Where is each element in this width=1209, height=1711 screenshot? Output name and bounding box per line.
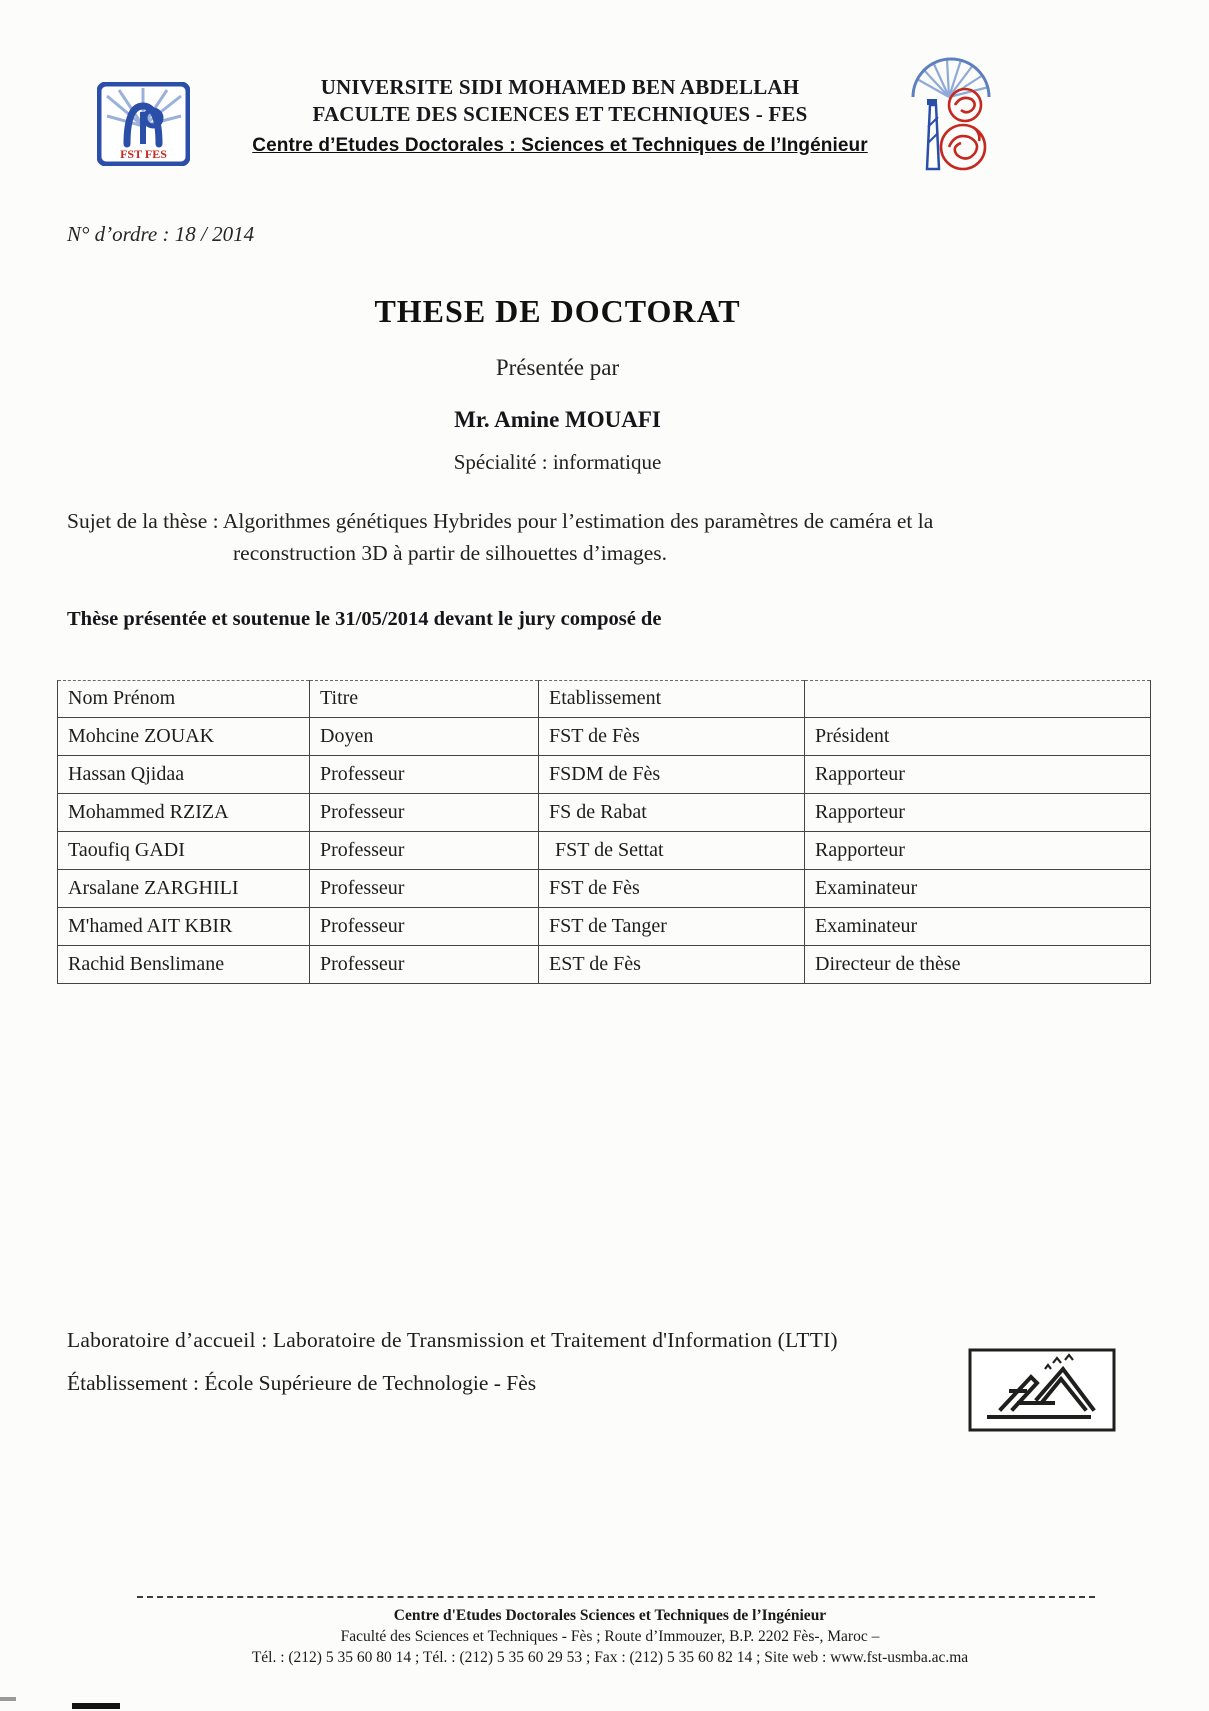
table-cell: Examinateur	[805, 908, 1151, 946]
table-cell: Rapporteur	[805, 832, 1151, 870]
table-cell: Professeur	[310, 832, 539, 870]
host-laboratory-line: Laboratoire d’accueil : Laboratoire de Transmission et Traitement d'Information (LTTI)	[67, 1328, 838, 1352]
presented-by-label: Présentée par	[495, 355, 620, 380]
header-etablissement: Etablissement	[539, 681, 805, 718]
header-nom-prenom: Nom Prénom	[58, 681, 310, 718]
table-cell: FS de Rabat	[539, 794, 805, 832]
fst-fes-logo	[97, 82, 190, 166]
table-cell: Taoufiq GADI	[58, 832, 310, 870]
thesis-subject-line1: Sujet de la thèse : Algorithmes génétiques Hybrides pour l’estimation des paramètres de caméra et la	[67, 509, 934, 533]
table-row	[58, 794, 1151, 832]
table-cell: FST de Fès	[539, 718, 805, 756]
table-cell: Rachid Benslimane	[58, 946, 310, 984]
est-stamp-image	[967, 1347, 1117, 1433]
table-cell: Professeur	[310, 756, 539, 794]
doctoral-center-name: Centre d’Etudes Doctorales : Sciences et Techniques de l’Ingénieur	[252, 135, 868, 156]
thesis-subject-line2: reconstruction 3D à partir de silhouettes d’images.	[233, 541, 668, 565]
footer	[10, 1605, 1209, 1668]
establishment-line: Établissement : École Supérieure de Technologie - Fès	[67, 1371, 537, 1395]
university-name: UNIVERSITE SIDI MOHAMED BEN ABDELLAH	[320, 75, 800, 99]
document-header	[230, 74, 890, 157]
page-title: THESE DE DOCTORAT	[374, 293, 741, 329]
table-row	[58, 870, 1151, 908]
table-cell: Professeur	[310, 794, 539, 832]
table-cell: M'hamed AIT KBIR	[58, 908, 310, 946]
footer-divider	[137, 1596, 1095, 1598]
university-emblem-image	[903, 57, 995, 183]
table-header-row	[58, 681, 1151, 718]
table-cell: FST de Fès	[539, 870, 805, 908]
order-number: N° d’ordre : 18 / 2014	[67, 222, 255, 246]
table-row	[58, 832, 1151, 870]
table-cell: Professeur	[310, 870, 539, 908]
footer-center-name: Centre d'Etudes Doctorales Sciences et Techniques de l’Ingénieur	[393, 1607, 827, 1624]
fst-fes-logo-image	[97, 82, 190, 166]
footer-address: Faculté des Sciences et Techniques - Fès ; Route d’Immouzer, B.P. 2202 Fès-, Maroc –	[340, 1628, 880, 1645]
table-cell: Rapporteur	[805, 756, 1151, 794]
table-cell: Rapporteur	[805, 794, 1151, 832]
table-cell: Président	[805, 718, 1151, 756]
table-cell: EST de Fès	[539, 946, 805, 984]
table-row	[58, 756, 1151, 794]
defense-line: Thèse présentée et soutenue le 31/05/2014 devant le jury composé de	[67, 608, 662, 630]
table-cell: Professeur	[310, 946, 539, 984]
table-cell: Mohcine ZOUAK	[58, 718, 310, 756]
thesis-subject	[67, 505, 1127, 569]
header-titre: Titre	[310, 681, 539, 718]
jury-table	[57, 680, 1151, 984]
university-emblem	[903, 57, 995, 183]
header-role	[805, 681, 1151, 718]
author-name: Mr. Amine MOUAFI	[454, 407, 661, 432]
table-cell: FST de Settat	[539, 832, 805, 870]
specialty-line: Spécialité : informatique	[453, 450, 662, 474]
table-cell: Professeur	[310, 908, 539, 946]
table-row	[58, 946, 1151, 984]
table-row	[58, 908, 1151, 946]
scan-artifact	[0, 1697, 16, 1701]
scan-artifact	[72, 1703, 120, 1709]
est-stamp	[967, 1347, 1117, 1433]
table-cell: Arsalane ZARGHILI	[58, 870, 310, 908]
table-row	[58, 718, 1151, 756]
faculty-name: FACULTE DES SCIENCES ET TECHNIQUES - FES	[312, 102, 808, 126]
table-cell: Mohammed RZIZA	[58, 794, 310, 832]
table-cell: Doyen	[310, 718, 539, 756]
table-cell: FSDM de Fès	[539, 756, 805, 794]
table-cell: Hassan Qjidaa	[58, 756, 310, 794]
footer-contacts: Tél. : (212) 5 35 60 80 14 ; Tél. : (212) 5 35 60 29 53 ; Fax : (212) 5 35 60 82 14 ; Site web : www.fst-usmba.ac.ma	[251, 1649, 969, 1666]
table-cell: FST de Tanger	[539, 908, 805, 946]
table-cell: Directeur de thèse	[805, 946, 1151, 984]
svg-text:FST FES: FST FES	[120, 147, 167, 161]
table-cell: Examinateur	[805, 870, 1151, 908]
